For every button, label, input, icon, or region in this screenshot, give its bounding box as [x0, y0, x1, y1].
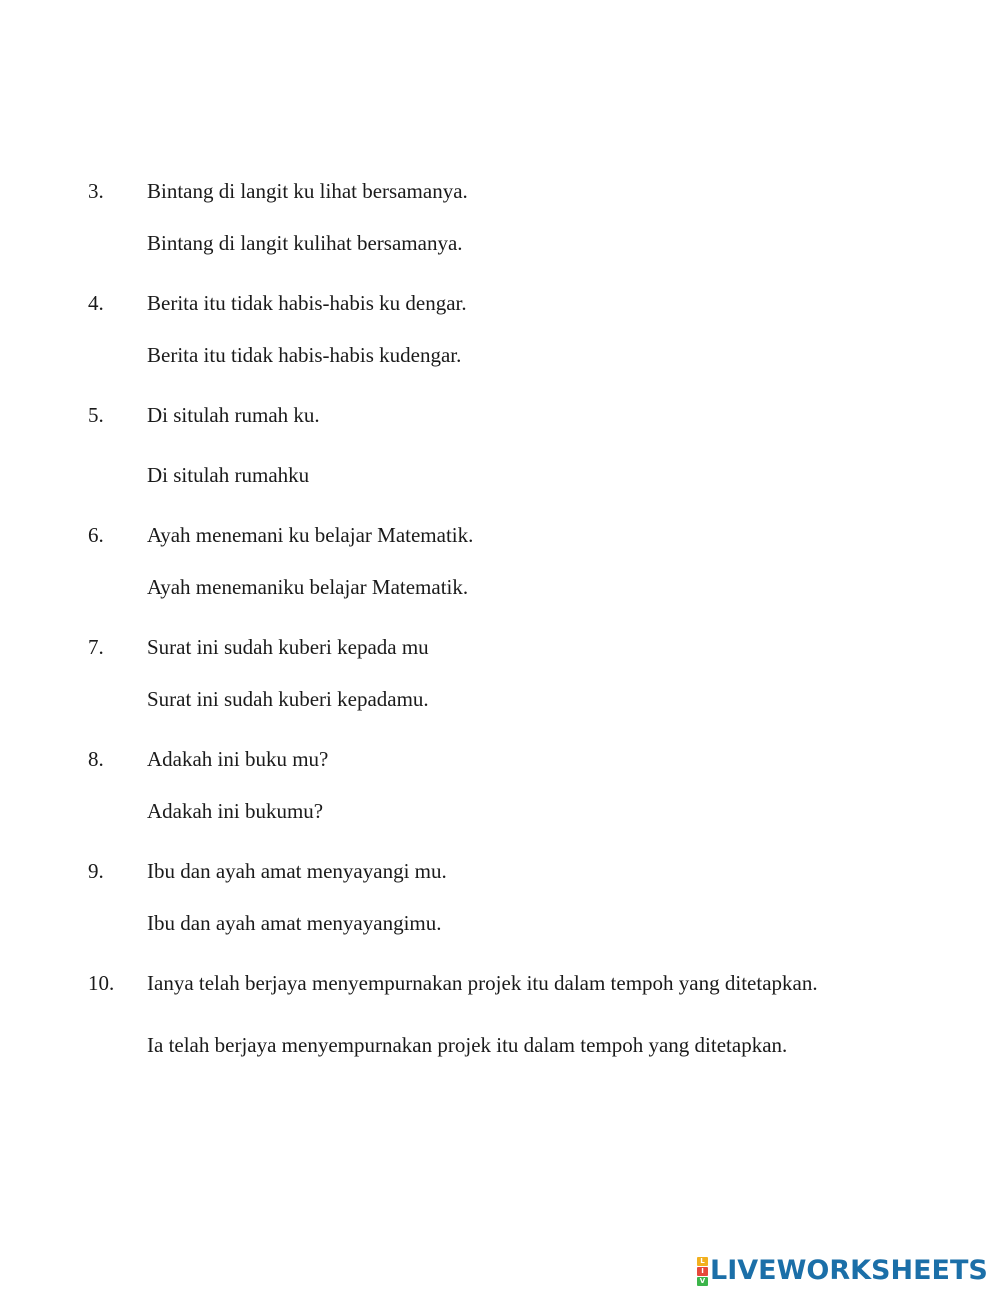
item-original-sentence: Bintang di langit ku lihat bersamanya.: [147, 179, 468, 203]
logo-mark-letter: V: [697, 1277, 708, 1286]
item-number: 7.: [88, 635, 104, 659]
item-number: 10.: [88, 971, 115, 995]
item-original-sentence: Ibu dan ayah amat menyayangi mu.: [147, 859, 447, 883]
item-original-sentence: Di situlah rumah ku.: [147, 403, 320, 427]
item-corrected-sentence: Bintang di langit kulihat bersamanya.: [147, 231, 463, 255]
item-corrected-sentence: Ia telah berjaya menyempurnakan projek itu dalam tempoh yang ditetapkan.: [147, 1033, 788, 1057]
item-corrected-sentence: Berita itu tidak habis-habis kudengar.: [147, 343, 462, 367]
item-corrected-sentence: Adakah ini bukumu?: [147, 799, 324, 823]
item-corrected-sentence: Ayah menemaniku belajar Matematik.: [147, 575, 469, 599]
item-original-sentence: Ayah menemani ku belajar Matematik.: [147, 523, 474, 547]
item-number: 9.: [88, 859, 104, 883]
item-corrected-sentence: Surat ini sudah kuberi kepadamu.: [147, 687, 429, 711]
item-number: 8.: [88, 747, 104, 771]
item-original-sentence: Berita itu tidak habis-habis ku dengar.: [147, 291, 467, 315]
item-number: 5.: [88, 403, 104, 427]
logo-mark-letter: I: [697, 1267, 708, 1276]
item-original-sentence: Surat ini sudah kuberi kepada mu: [147, 635, 429, 659]
item-number: 3.: [88, 179, 104, 203]
item-original-sentence: Ianya telah berjaya menyempurnakan projek itu dalam tempoh yang ditetapkan.: [147, 971, 818, 995]
item-number: 4.: [88, 291, 104, 315]
item-number: 6.: [88, 523, 104, 547]
logo-mark-icon: [697, 1257, 708, 1286]
logo-mark-letter: L: [697, 1257, 708, 1266]
item-corrected-sentence: Ibu dan ayah amat menyayangimu.: [147, 911, 442, 935]
item-corrected-sentence: Di situlah rumahku: [147, 463, 310, 487]
logo-text: LIVEWORKSHEETS: [710, 1255, 988, 1286]
item-original-sentence: Adakah ini buku mu?: [147, 747, 329, 771]
liveworksheets-logo[interactable]: [697, 1256, 988, 1286]
